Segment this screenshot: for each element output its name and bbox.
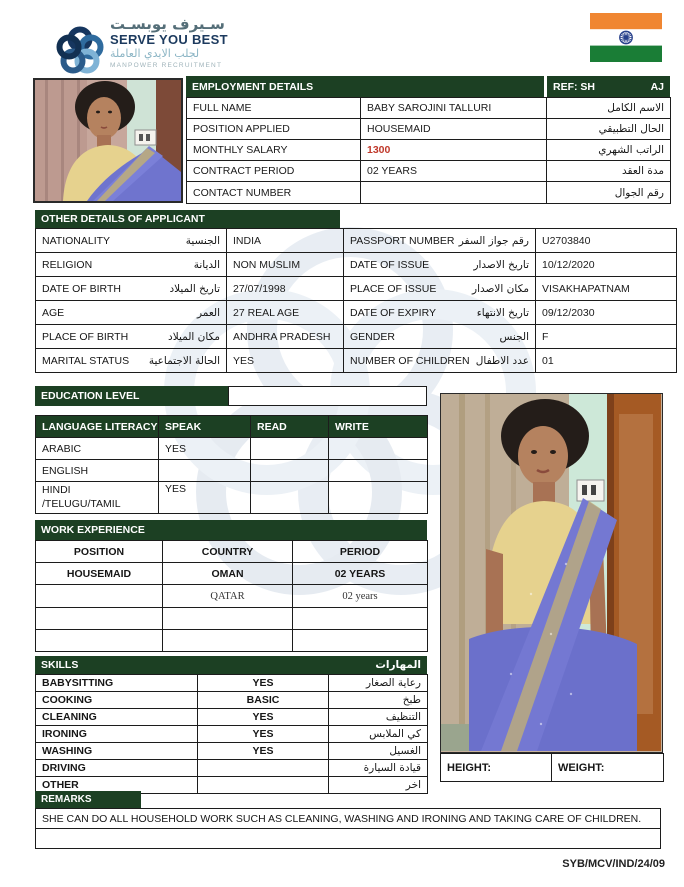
remarks-text: SHE CAN DO ALL HOUSEHOLD WORK SUCH AS CLEANING, WASHING AND IRONING AND TAKING CARE OF CHILDREN. (36, 809, 661, 829)
language-name: ARABIC (36, 438, 159, 460)
table-row (187, 182, 671, 204)
employment-table (186, 97, 671, 204)
work-experience-table (35, 540, 428, 652)
document-reference: SYB/MCV/IND/24/09 (562, 858, 665, 870)
column-header: PERIOD (293, 541, 428, 563)
remarks-header: REMARKS (35, 791, 141, 808)
table-row (36, 829, 661, 849)
country-value: QATAR (163, 585, 293, 608)
table-row (187, 98, 671, 119)
skill-value: YES (198, 675, 329, 692)
work-experience-header: WORK EXPERIENCE (35, 520, 427, 540)
skill-name: BABYSITTING (36, 675, 198, 692)
skill-name: OTHER (36, 777, 198, 794)
table-row (36, 277, 677, 301)
logo-title: SERVE YOU BEST (110, 32, 228, 48)
field-value: VISAKHAPATNAM (536, 277, 677, 301)
skills-table (35, 674, 428, 794)
table-row (36, 253, 677, 277)
field-value: 09/12/2030 (536, 301, 677, 325)
skill-label-arabic: قيادة السيارة (329, 760, 428, 777)
skill-label-arabic: اخر (329, 777, 428, 794)
other-details-table (35, 228, 677, 373)
table-row (36, 541, 428, 563)
field-label: DATE OF ISSUE تاريخ الاصدار (344, 253, 536, 277)
skills-header-label: SKILLS (41, 659, 79, 671)
table-row (36, 585, 428, 608)
skill-name: DRIVING (36, 760, 198, 777)
field-label: PLACE OF BIRTH مكان الميلاد (36, 325, 227, 349)
country-value (163, 630, 293, 652)
table-row (36, 630, 428, 652)
language-literacy-table (35, 415, 428, 514)
field-label-arabic: الاسم الكامل (547, 98, 671, 119)
position-value (36, 608, 163, 630)
table-row (36, 416, 428, 438)
height-weight-table (440, 753, 664, 782)
field-value: INDIA (227, 229, 344, 253)
field-label: NUMBER OF CHILDREN عدد الاطفال (344, 349, 536, 373)
field-label: GENDER الجنس (344, 325, 536, 349)
write-value (329, 482, 428, 514)
skill-name: CLEANING (36, 709, 198, 726)
table-row (36, 229, 677, 253)
table-row (187, 140, 671, 161)
field-label: AGE العمر (36, 301, 227, 325)
skill-value (198, 777, 329, 794)
period-value: 02 YEARS (293, 563, 428, 585)
speak-value: YES (159, 482, 251, 514)
column-header: SPEAK (159, 416, 251, 438)
remarks-table (35, 808, 661, 849)
education-level-value (228, 386, 427, 406)
weight-label: WEIGHT: (552, 754, 664, 782)
field-label: POSITION APPLIED (187, 119, 361, 140)
field-label: PLACE OF ISSUE مكان الاصدار (344, 277, 536, 301)
ashoka-chakra-icon (620, 31, 632, 43)
remarks-empty-row (36, 829, 661, 849)
field-label-arabic: رقم الجوال (547, 182, 671, 204)
position-value: HOUSEMAID (36, 563, 163, 585)
table-row (36, 760, 428, 777)
table-row (36, 709, 428, 726)
write-value (329, 438, 428, 460)
skill-name: IRONING (36, 726, 198, 743)
field-value: ANDHRA PRADESH (227, 325, 344, 349)
country-value: OMAN (163, 563, 293, 585)
india-flag (590, 13, 662, 62)
table-row (36, 349, 677, 373)
table-row (36, 692, 428, 709)
skill-value: BASIC (198, 692, 329, 709)
skills-header-arabic: المهارات (375, 659, 421, 671)
field-label-arabic: مدة العقد (547, 161, 671, 182)
field-label: DATE OF BIRTH تاريخ الميلاد (36, 277, 227, 301)
position-value (36, 630, 163, 652)
applicant-photo-large (440, 393, 663, 753)
ref-value: AJ (650, 80, 664, 93)
column-header: WRITE (329, 416, 428, 438)
field-value: 01 (536, 349, 677, 373)
period-value (293, 630, 428, 652)
period-value (293, 608, 428, 630)
table-row (36, 482, 428, 514)
field-value: 02 YEARS (361, 161, 547, 182)
skill-label-arabic: رعاية الصغار (329, 675, 428, 692)
logo-subtitle-arabic: لجلب الايدي العاملة (110, 47, 200, 61)
column-header: COUNTRY (163, 541, 293, 563)
skills-header (35, 656, 427, 674)
field-value: HOUSEMAID (361, 119, 547, 140)
table-row (36, 301, 677, 325)
logo-subtitle: MANPOWER RECRUITMENT (110, 61, 223, 69)
field-label: RELIGION الديانة (36, 253, 227, 277)
write-value (329, 460, 428, 482)
position-value (36, 585, 163, 608)
skill-value: YES (198, 726, 329, 743)
field-label: DATE OF EXPIRY تاريخ الانتهاء (344, 301, 536, 325)
field-value: 27 REAL AGE (227, 301, 344, 325)
table-row (187, 161, 671, 182)
salary-value: 1300 (361, 140, 547, 161)
speak-value: YES (159, 438, 251, 460)
logo-title-arabic: سـيرف يوبسـت (110, 15, 225, 33)
field-value: 27/07/1998 (227, 277, 344, 301)
field-label: PASSPORT NUMBER رقم جواز السفر (344, 229, 536, 253)
skill-name: WASHING (36, 743, 198, 760)
skill-name: COOKING (36, 692, 198, 709)
language-name: HINDI /TELUGU/TAMIL (36, 482, 159, 514)
field-value: U2703840 (536, 229, 677, 253)
field-value: F (536, 325, 677, 349)
table-row (187, 119, 671, 140)
applicant-photo-small (33, 78, 183, 203)
table-row (36, 460, 428, 482)
field-value: BABY SAROJINI TALLURI (361, 98, 547, 119)
read-value (251, 460, 329, 482)
field-label: MARITAL STATUS الحالة الاجتماعية (36, 349, 227, 373)
read-value (251, 482, 329, 514)
education-level-header: EDUCATION LEVEL (35, 386, 228, 406)
skill-label-arabic: التنظيف (329, 709, 428, 726)
field-value: 10/12/2020 (536, 253, 677, 277)
field-label: CONTRACT PERIOD (187, 161, 361, 182)
table-row (36, 675, 428, 692)
read-value (251, 438, 329, 460)
table-row (36, 743, 428, 760)
employment-details-header: EMPLOYMENT DETAILS (186, 76, 544, 97)
table-row (36, 809, 661, 829)
field-value (361, 182, 547, 204)
field-value: NON MUSLIM (227, 253, 344, 277)
column-header: READ (251, 416, 329, 438)
table-row (36, 438, 428, 460)
skill-value (198, 760, 329, 777)
speak-value (159, 460, 251, 482)
column-header: POSITION (36, 541, 163, 563)
column-header: LANGUAGE LITERACY (36, 416, 159, 438)
skill-label-arabic: طبخ (329, 692, 428, 709)
field-label: CONTACT NUMBER (187, 182, 361, 204)
ref-header (547, 76, 670, 97)
field-label-arabic: الحال التطبيقي (547, 119, 671, 140)
skill-value: YES (198, 709, 329, 726)
country-value (163, 608, 293, 630)
skill-label-arabic: الغسيل (329, 743, 428, 760)
table-row (36, 608, 428, 630)
table-row (36, 726, 428, 743)
skill-value: YES (198, 743, 329, 760)
table-row (441, 754, 664, 782)
table-row (36, 325, 677, 349)
field-label: MONTHLY SALARY (187, 140, 361, 161)
ref-label: REF: SH (553, 80, 595, 93)
field-label: NATIONALITY الجنسية (36, 229, 227, 253)
height-label: HEIGHT: (441, 754, 552, 782)
field-value: YES (227, 349, 344, 373)
logo-icon (55, 26, 105, 78)
language-name: ENGLISH (36, 460, 159, 482)
field-label-arabic: الراتب الشهري (547, 140, 671, 161)
period-value: 02 years (293, 585, 428, 608)
skill-label-arabic: كي الملابس (329, 726, 428, 743)
field-label: FULL NAME (187, 98, 361, 119)
table-row (36, 563, 428, 585)
other-details-header: OTHER DETAILS OF APPLICANT (35, 210, 340, 228)
